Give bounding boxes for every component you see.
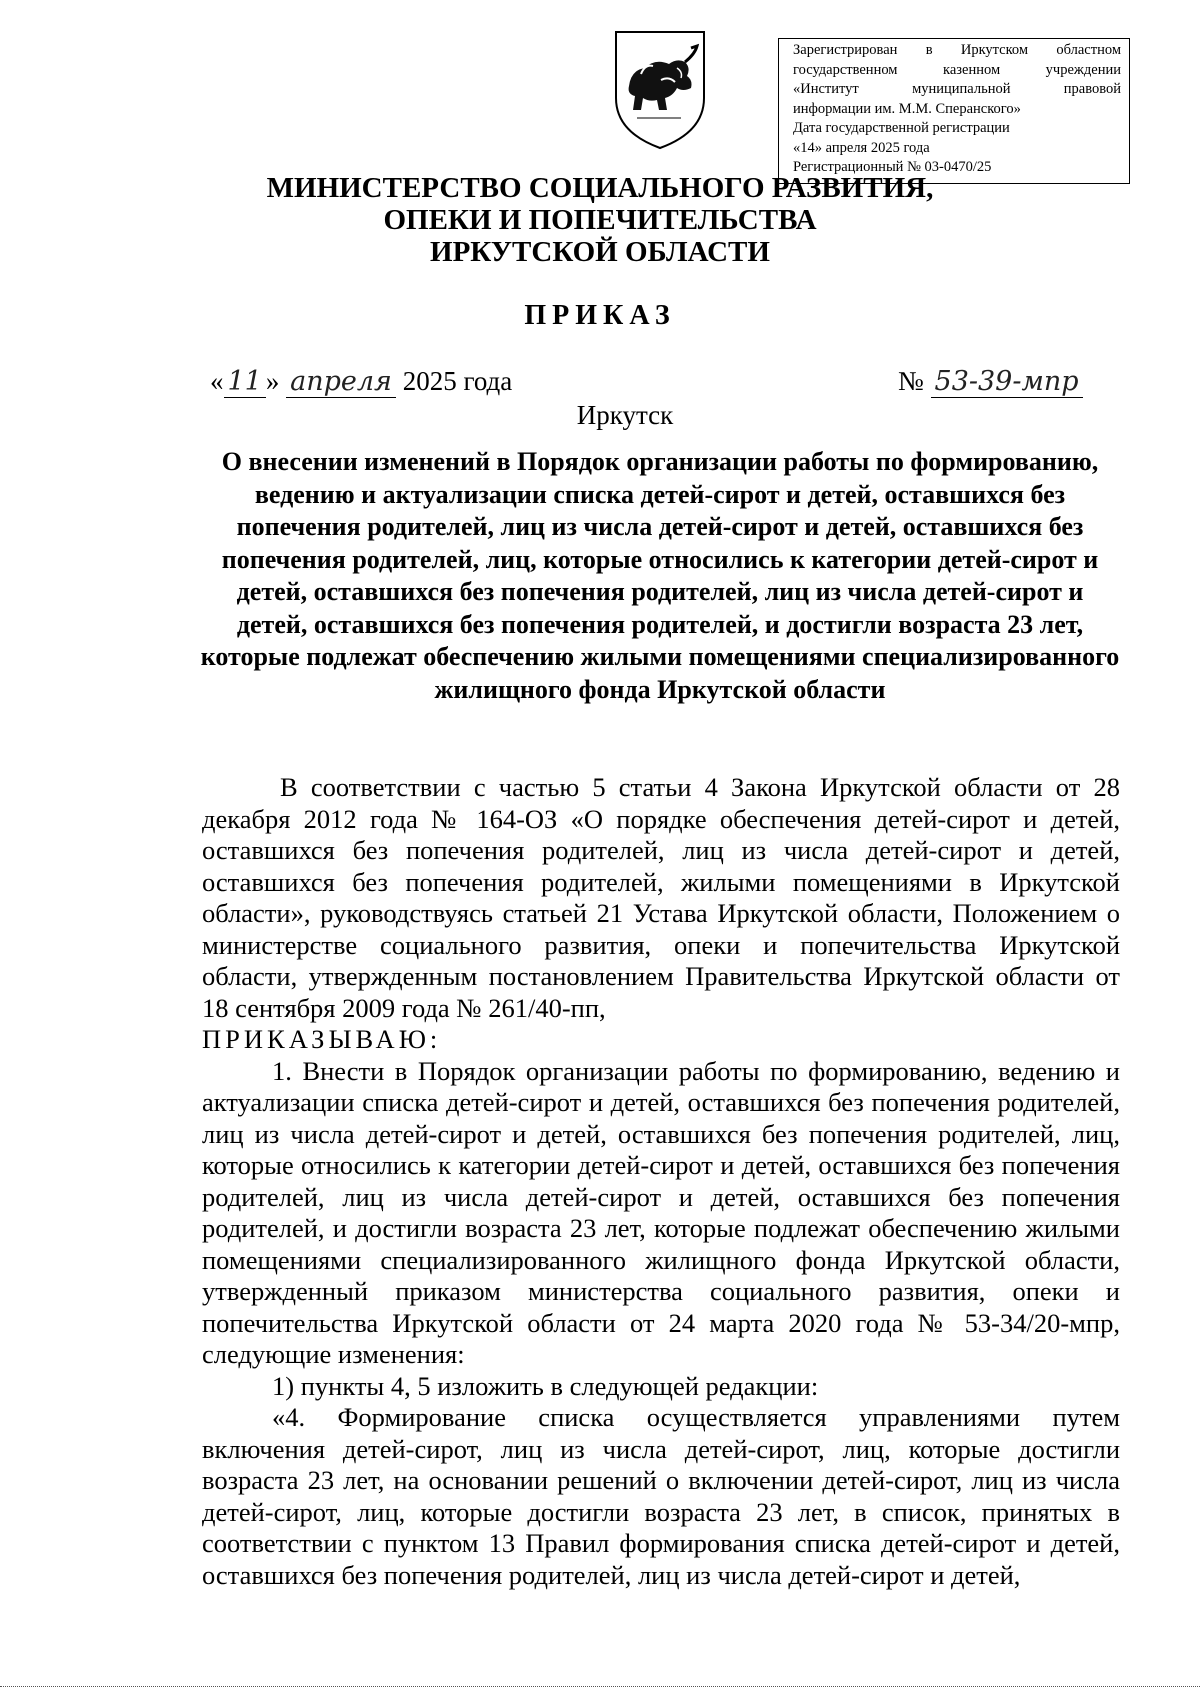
number-sign: №	[898, 366, 924, 396]
city-name: Иркутск	[576, 400, 674, 430]
preamble-paragraph: В соответствии с частью 5 статьи 4 Закона Иркутской области от 28 декабря 2012 года № 164-ОЗ «О порядке обеспечения детей-сирот и детей, оставшихся без попечения родителей, лиц из числа детей-сирот и детей, оставшихся без попечения родителей, жилыми помещениями в Иркутской области», руководствуясь статьей 21 Устава Иркутской области, Положением о министерстве социального развития, опеки и попечительства Иркутской области, утвержденным постановлением Правительства Иркутской области от 18 сентября 2009 года № 261/40-пп,	[202, 772, 1120, 1023]
order-subject: О внесении изменений в Порядок организации работы по формированию, ведению и актуализации списка детей-сирот и детей, оставшихся без попечения родителей, лиц из числа детей-сирот и детей, оставшихся без попечения родителей, лиц, которые относились к категории детей-сирот и детей, оставшихся без попечения родителей, лиц из числа детей-сирот и детей, оставшихся без попечения родителей, и достигли возраста 23 лет, которые подлежат обеспечению жилыми помещениями специализированного жилищного фонда Иркутской области	[200, 447, 1120, 704]
order-number	[898, 366, 1083, 398]
stamp-line: Регистрационный № 03-0470/25	[793, 159, 992, 175]
registration-stamp	[778, 38, 1130, 184]
item-1-paragraph: 1. Внести в Порядок организации работы по формированию, ведению и актуализации списка детей-сирот и детей, оставшихся без попечения родителей, лиц из числа детей-сирот и детей, оставшихся без попечения родителей, лиц, которые относились к категории детей-сирот и детей, оставшихся без попечения родителей, лиц из числа детей-сирот и детей, оставшихся без попечения родителей, и достигли возраста 23 лет, которые подлежат обеспечению жилыми помещениями специализированного жилищного фонда Иркутской области, утвержденный приказом министерства социального развития, опеки и попечительства Иркутской области от 24 марта 2020 года № 53-34/20-мпр, следующие изменения:	[202, 1055, 1120, 1369]
ministry-line: ИРКУТСКОЙ ОБЛАСТИ	[430, 236, 770, 268]
stamp-line: «14» апреля 2025 года	[793, 139, 930, 156]
babr-emblem-icon	[611, 28, 709, 152]
stamp-line: информации им. М.М. Сперанского»	[793, 100, 1021, 117]
date-close-quote: »	[265, 366, 280, 396]
stamp-line: Дата государственной регистрации	[793, 120, 1010, 136]
subitem-1-paragraph: 1) пункты 4, 5 изложить в следующей редакции:	[272, 1370, 819, 1401]
ministry-line: МИНИСТЕРСТВО СОЦИАЛЬНОГО РАЗВИТИЯ,	[266, 172, 934, 204]
date-day-handwritten: 11	[224, 366, 266, 398]
date-month-handwritten: апреля	[286, 366, 396, 398]
stamp-line: государственном казенном учреждении	[793, 61, 1121, 78]
date-year: 2025 года	[402, 366, 513, 396]
ministry-name	[0, 172, 1200, 268]
order-directive: ПРИКАЗЫВАЮ:	[202, 1024, 442, 1054]
date-open-quote: «	[210, 366, 224, 396]
order-date	[210, 366, 512, 398]
order-body	[202, 772, 1120, 1591]
point-4-paragraph: «4. Формирование списка осуществляется управлениями путем включения детей-сирот, лиц из числа детей-сирот, лиц, которые достигли возраста 23 лет, на основании решений о включении детей-сирот, лиц из числа детей-сирот, лиц, которые достигли возраста 23 лет, в список, принятых в соответствии с пунктом 13 Правил формирования списка детей-сирот и детей, оставшихся без попечения родителей, лиц из числа детей-сирот и детей,	[202, 1402, 1120, 1590]
ministry-line: ОПЕКИ И ПОПЕЧИТЕЛЬСТВА	[383, 204, 817, 236]
stamp-line: «Институт муниципальной правовой	[793, 81, 1121, 97]
order-title: ПРИКАЗ	[524, 300, 676, 331]
page-bottom-divider	[0, 1686, 1200, 1687]
stamp-line: Зарегистрирован в Иркутском областном	[793, 42, 1121, 58]
number-value-handwritten: 53-39-мпр	[931, 366, 1083, 398]
coat-of-arms-emblem	[611, 28, 709, 152]
